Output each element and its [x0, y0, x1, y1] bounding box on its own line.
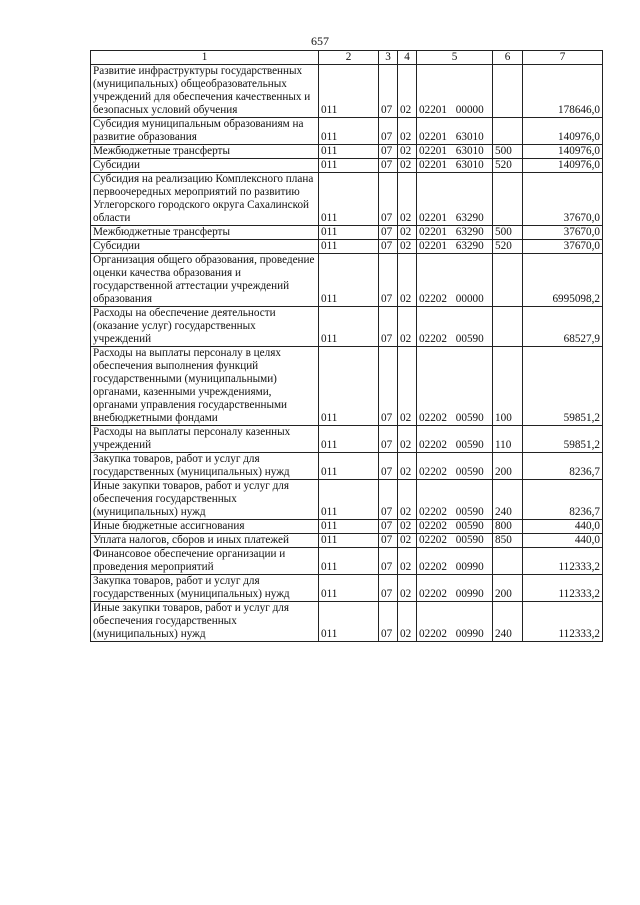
row-name: Закупка товаров, работ и услуг для государственных (муниципальных) нужд: [91, 453, 319, 480]
row-target-article: 02201 00000: [417, 65, 493, 118]
row-sum: 8236,7: [523, 480, 603, 520]
row-grbs: 011: [319, 307, 379, 347]
table-row: [91, 548, 603, 575]
row-grbs: 011: [319, 254, 379, 307]
table-row: [91, 118, 603, 145]
row-subsection: 02: [398, 145, 417, 159]
row-name: Расходы на выплаты персоналу в целях обеспечения выполнения функций государственными (муниципальными) органами, казенными учреждениями, органами управления государственными внебюджетными фондами: [91, 347, 319, 426]
column-header: 1: [91, 51, 319, 65]
row-expense-type: 200: [493, 453, 523, 480]
row-subsection: 02: [398, 548, 417, 575]
table-row: [91, 173, 603, 226]
table-row: [91, 534, 603, 548]
row-section: 07: [379, 480, 398, 520]
column-header: 5: [417, 51, 493, 65]
row-expense-type: [493, 307, 523, 347]
row-subsection: 02: [398, 520, 417, 534]
row-grbs: 011: [319, 65, 379, 118]
row-section: 07: [379, 347, 398, 426]
row-sum: 59851,2: [523, 347, 603, 426]
table-row: [91, 159, 603, 173]
row-expense-type: [493, 173, 523, 226]
row-subsection: 02: [398, 602, 417, 642]
row-target-article: 02202 00590: [417, 307, 493, 347]
row-subsection: 02: [398, 159, 417, 173]
row-expense-type: 520: [493, 240, 523, 254]
row-expense-type: 500: [493, 145, 523, 159]
row-name: Иные бюджетные ассигнования: [91, 520, 319, 534]
row-name: Уплата налогов, сборов и иных платежей: [91, 534, 319, 548]
row-sum: 6995098,2: [523, 254, 603, 307]
row-section: 07: [379, 534, 398, 548]
row-sum: 140976,0: [523, 118, 603, 145]
row-target-article: 02202 00000: [417, 254, 493, 307]
row-sum: 178646,0: [523, 65, 603, 118]
row-name: Расходы на выплаты персоналу казенных учреждений: [91, 426, 319, 453]
row-expense-type: [493, 118, 523, 145]
row-sum: 8236,7: [523, 453, 603, 480]
row-section: 07: [379, 575, 398, 602]
row-name: Субсидия муниципальным образованиям на развитие образования: [91, 118, 319, 145]
row-target-article: 02202 00590: [417, 426, 493, 453]
row-target-article: 02201 63290: [417, 173, 493, 226]
row-grbs: 011: [319, 602, 379, 642]
row-grbs: 011: [319, 159, 379, 173]
row-grbs: 011: [319, 145, 379, 159]
row-section: 07: [379, 118, 398, 145]
row-section: 07: [379, 254, 398, 307]
row-grbs: 011: [319, 548, 379, 575]
row-section: 07: [379, 159, 398, 173]
row-section: 07: [379, 173, 398, 226]
row-target-article: 02201 63010: [417, 145, 493, 159]
row-target-article: 02201 63290: [417, 226, 493, 240]
row-grbs: 011: [319, 520, 379, 534]
row-expense-type: 110: [493, 426, 523, 453]
table-row: [91, 226, 603, 240]
row-expense-type: [493, 65, 523, 118]
row-grbs: 011: [319, 240, 379, 254]
row-sum: 140976,0: [523, 159, 603, 173]
row-sum: 37670,0: [523, 240, 603, 254]
row-expense-type: 800: [493, 520, 523, 534]
column-header: 2: [319, 51, 379, 65]
row-target-article: 02202 00990: [417, 602, 493, 642]
row-section: 07: [379, 240, 398, 254]
row-target-article: 02202 00990: [417, 575, 493, 602]
row-name: Субсидии: [91, 159, 319, 173]
table-row: [91, 307, 603, 347]
table-row: [91, 254, 603, 307]
column-header: 3: [379, 51, 398, 65]
row-sum: 37670,0: [523, 226, 603, 240]
table-row: [91, 347, 603, 426]
budget-table: [90, 50, 603, 642]
row-subsection: 02: [398, 575, 417, 602]
row-grbs: 011: [319, 118, 379, 145]
row-grbs: 011: [319, 480, 379, 520]
row-grbs: 011: [319, 173, 379, 226]
column-header: 6: [493, 51, 523, 65]
row-sum: 440,0: [523, 520, 603, 534]
row-name: Субсидии: [91, 240, 319, 254]
row-name: Иные закупки товаров, работ и услуг для обеспечения государственных (муниципальных) нужд: [91, 480, 319, 520]
row-expense-type: [493, 548, 523, 575]
row-name: Организация общего образования, проведение оценки качества образования и государственной аттестации учреждений образования: [91, 254, 319, 307]
table-row: [91, 520, 603, 534]
row-sum: 440,0: [523, 534, 603, 548]
row-name: Закупка товаров, работ и услуг для государственных (муниципальных) нужд: [91, 575, 319, 602]
row-section: 07: [379, 226, 398, 240]
row-subsection: 02: [398, 226, 417, 240]
row-subsection: 02: [398, 254, 417, 307]
row-sum: 112333,2: [523, 602, 603, 642]
row-subsection: 02: [398, 534, 417, 548]
row-grbs: 011: [319, 226, 379, 240]
column-header: 4: [398, 51, 417, 65]
row-sum: 59851,2: [523, 426, 603, 453]
row-sum: 37670,0: [523, 173, 603, 226]
row-expense-type: 500: [493, 226, 523, 240]
table-row: [91, 240, 603, 254]
row-expense-type: 520: [493, 159, 523, 173]
row-subsection: 02: [398, 65, 417, 118]
row-subsection: 02: [398, 118, 417, 145]
row-target-article: 02201 63010: [417, 118, 493, 145]
row-name: Расходы на обеспечение деятельности (оказание услуг) государственных учреждений: [91, 307, 319, 347]
row-name: Межбюджетные трансферты: [91, 145, 319, 159]
table-row: [91, 145, 603, 159]
row-section: 07: [379, 145, 398, 159]
row-expense-type: 100: [493, 347, 523, 426]
row-grbs: 011: [319, 453, 379, 480]
row-section: 07: [379, 307, 398, 347]
table-row: [91, 480, 603, 520]
row-grbs: 011: [319, 347, 379, 426]
row-name: Финансовое обеспечение организации и проведения мероприятий: [91, 548, 319, 575]
row-section: 07: [379, 520, 398, 534]
table-row: [91, 575, 603, 602]
row-target-article: 02202 00990: [417, 548, 493, 575]
row-subsection: 02: [398, 426, 417, 453]
page-number: 657: [311, 34, 329, 48]
row-section: 07: [379, 602, 398, 642]
row-subsection: 02: [398, 480, 417, 520]
row-subsection: 02: [398, 347, 417, 426]
table-row: [91, 426, 603, 453]
row-target-article: 02201 63010: [417, 159, 493, 173]
row-subsection: 02: [398, 173, 417, 226]
row-name: Иные закупки товаров, работ и услуг для обеспечения государственных (муниципальных) нужд: [91, 602, 319, 642]
row-sum: 140976,0: [523, 145, 603, 159]
row-subsection: 02: [398, 453, 417, 480]
row-expense-type: 240: [493, 602, 523, 642]
row-target-article: 02202 00590: [417, 534, 493, 548]
row-sum: 112333,2: [523, 575, 603, 602]
row-subsection: 02: [398, 240, 417, 254]
row-expense-type: 850: [493, 534, 523, 548]
table-row: [91, 453, 603, 480]
row-name: Межбюджетные трансферты: [91, 226, 319, 240]
row-target-article: 02202 00590: [417, 480, 493, 520]
row-target-article: 02202 00590: [417, 520, 493, 534]
row-expense-type: 240: [493, 480, 523, 520]
row-section: 07: [379, 548, 398, 575]
column-header: 7: [523, 51, 603, 65]
table-row: [91, 65, 603, 118]
row-sum: 68527,9: [523, 307, 603, 347]
row-target-article: 02202 00590: [417, 453, 493, 480]
row-sum: 112333,2: [523, 548, 603, 575]
row-target-article: 02202 00590: [417, 347, 493, 426]
row-section: 07: [379, 65, 398, 118]
header-row: [91, 51, 603, 65]
row-name: Субсидия на реализацию Комплексного плана первоочередных мероприятий по развитию Углегорского городского округа Сахалинской области: [91, 173, 319, 226]
row-section: 07: [379, 453, 398, 480]
row-grbs: 011: [319, 534, 379, 548]
row-grbs: 011: [319, 575, 379, 602]
row-grbs: 011: [319, 426, 379, 453]
row-expense-type: [493, 254, 523, 307]
row-expense-type: 200: [493, 575, 523, 602]
table-row: [91, 602, 603, 642]
row-section: 07: [379, 426, 398, 453]
row-name: Развитие инфраструктуры государственных (муниципальных) общеобразовательных учреждений для обеспечения качественных и безопасных условий обучения: [91, 65, 319, 118]
row-target-article: 02201 63290: [417, 240, 493, 254]
row-subsection: 02: [398, 307, 417, 347]
